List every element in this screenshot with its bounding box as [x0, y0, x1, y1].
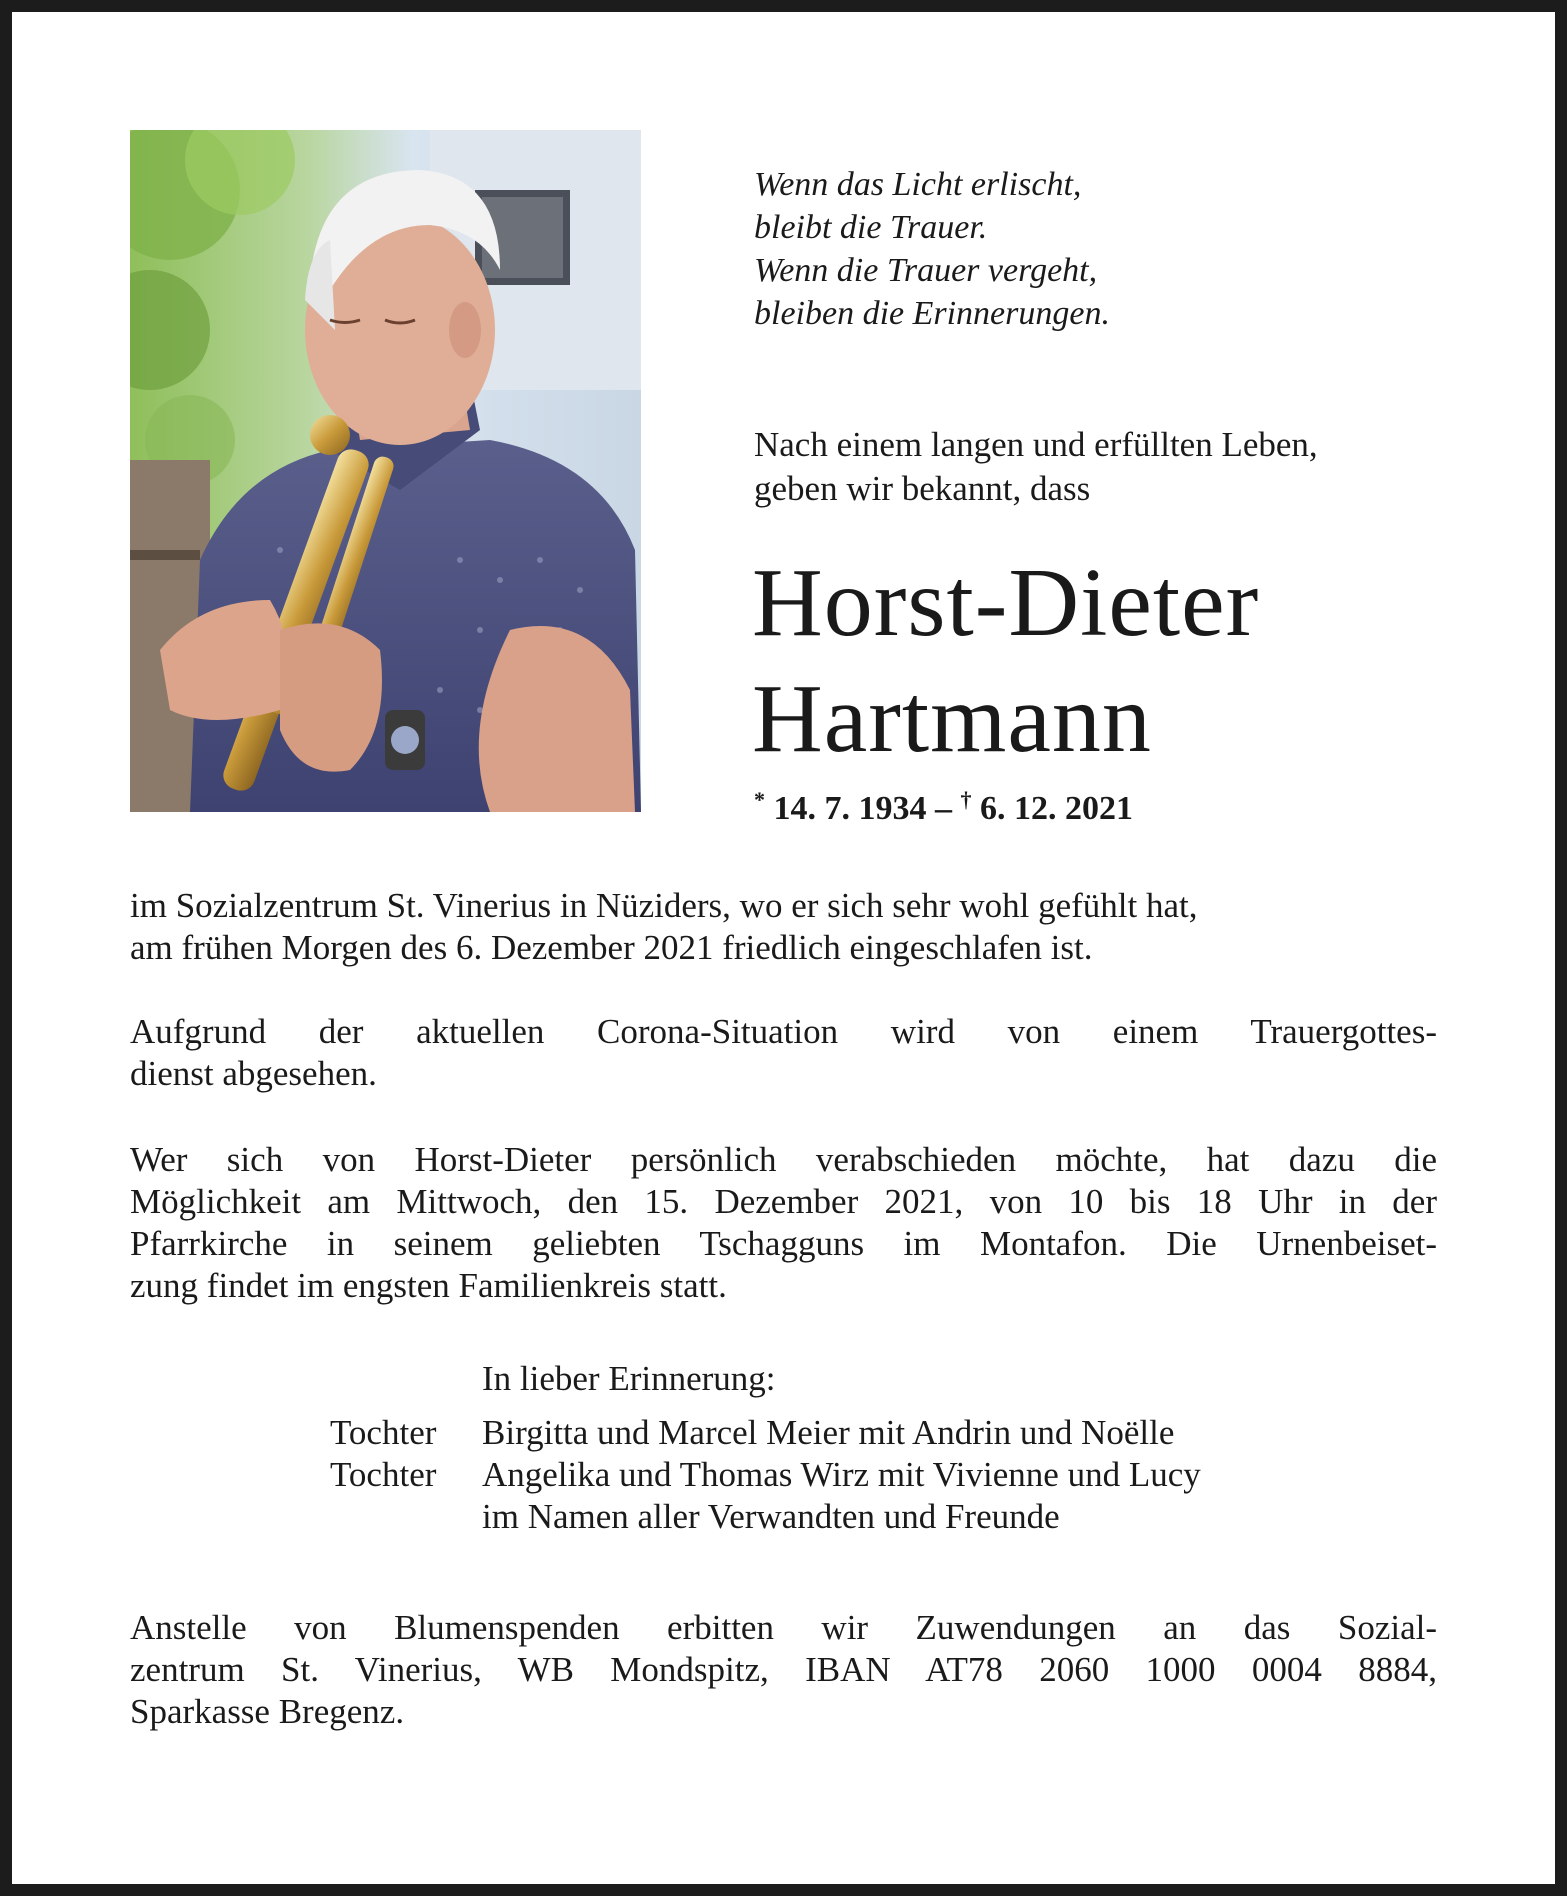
- death-date: 6. 12. 2021: [980, 790, 1133, 827]
- signature-row: [330, 1454, 1201, 1496]
- paragraph-line: zung findet im engsten Familienkreis statt.: [130, 1266, 727, 1305]
- paragraph-farewell: [130, 1139, 1437, 1307]
- relation-label: Tochter: [330, 1455, 437, 1494]
- announcement-intro: [754, 423, 1454, 511]
- mourner-names: im Namen aller Verwandten und Freunde: [482, 1497, 1060, 1536]
- birth-date: 14. 7. 1934: [773, 790, 927, 827]
- signature-row: [330, 1412, 1201, 1454]
- paragraph-line: am frühen Morgen des 6. Dezember 2021 friedlich eingeschlafen ist.: [130, 928, 1093, 967]
- paragraph-service: [130, 1011, 1437, 1095]
- poem-line: Wenn das Licht erlischt,: [754, 166, 1082, 203]
- poem: [754, 163, 1454, 335]
- birth-symbol: *: [754, 787, 765, 812]
- intro-line: geben wir bekannt, dass: [754, 469, 1091, 508]
- signature-heading: In lieber Erinnerung:: [482, 1359, 776, 1398]
- paragraph-line: dienst abgesehen.: [130, 1054, 377, 1093]
- paragraph-line: Anstelle von Blumenspenden erbitten wir Zuwendungen an das Sozial-: [130, 1608, 1437, 1647]
- death-symbol: †: [960, 787, 972, 812]
- trumpet-player-image: [130, 130, 641, 812]
- deceased-name: [752, 545, 1472, 777]
- poem-line: bleibt die Trauer.: [754, 209, 988, 246]
- relation-label: [330, 1496, 482, 1538]
- poem-line: Wenn die Trauer vergeht,: [754, 252, 1098, 289]
- relation-label: Tochter: [330, 1413, 437, 1452]
- paragraph-line: Pfarrkirche in seinem geliebten Tschagguns im Montafon. Die Urnenbeiset-: [130, 1224, 1437, 1263]
- intro-line: Nach einem langen und erfüllten Leben,: [754, 425, 1318, 464]
- paragraph-line: Aufgrund der aktuellen Corona-Situation wird von einem Trauergottes-: [130, 1012, 1437, 1051]
- last-name: Hartmann: [752, 665, 1152, 773]
- poem-line: bleiben die Erinnerungen.: [754, 295, 1110, 332]
- signature-row: [330, 1496, 1201, 1538]
- mourner-names: Birgitta und Marcel Meier mit Andrin und Noëlle: [482, 1413, 1175, 1452]
- portrait-photo: [130, 130, 641, 812]
- date-separator: –: [935, 790, 952, 827]
- signature-block: [330, 1358, 1201, 1538]
- life-dates: [754, 780, 1133, 829]
- paragraph-line: Wer sich von Horst-Dieter persönlich verabschieden möchte, hat dazu die: [130, 1140, 1437, 1179]
- paragraph-donations: [130, 1607, 1437, 1733]
- paragraph-line: zentrum St. Vinerius, WB Mondspitz, IBAN AT78 2060 1000 0004 8884,: [130, 1650, 1437, 1689]
- paragraph-line: Möglichkeit am Mittwoch, den 15. Dezember 2021, von 10 bis 18 Uhr in der: [130, 1182, 1437, 1221]
- paragraph-line: Sparkasse Bregenz.: [130, 1692, 405, 1731]
- paragraph-line: im Sozialzentrum St. Vinerius in Nüziders, wo er sich sehr wohl gefühlt hat,: [130, 886, 1198, 925]
- first-name: Horst-Dieter: [752, 549, 1260, 657]
- paragraph-passing: [130, 885, 1437, 969]
- mourner-names: Angelika und Thomas Wirz mit Vivienne und Lucy: [482, 1455, 1201, 1494]
